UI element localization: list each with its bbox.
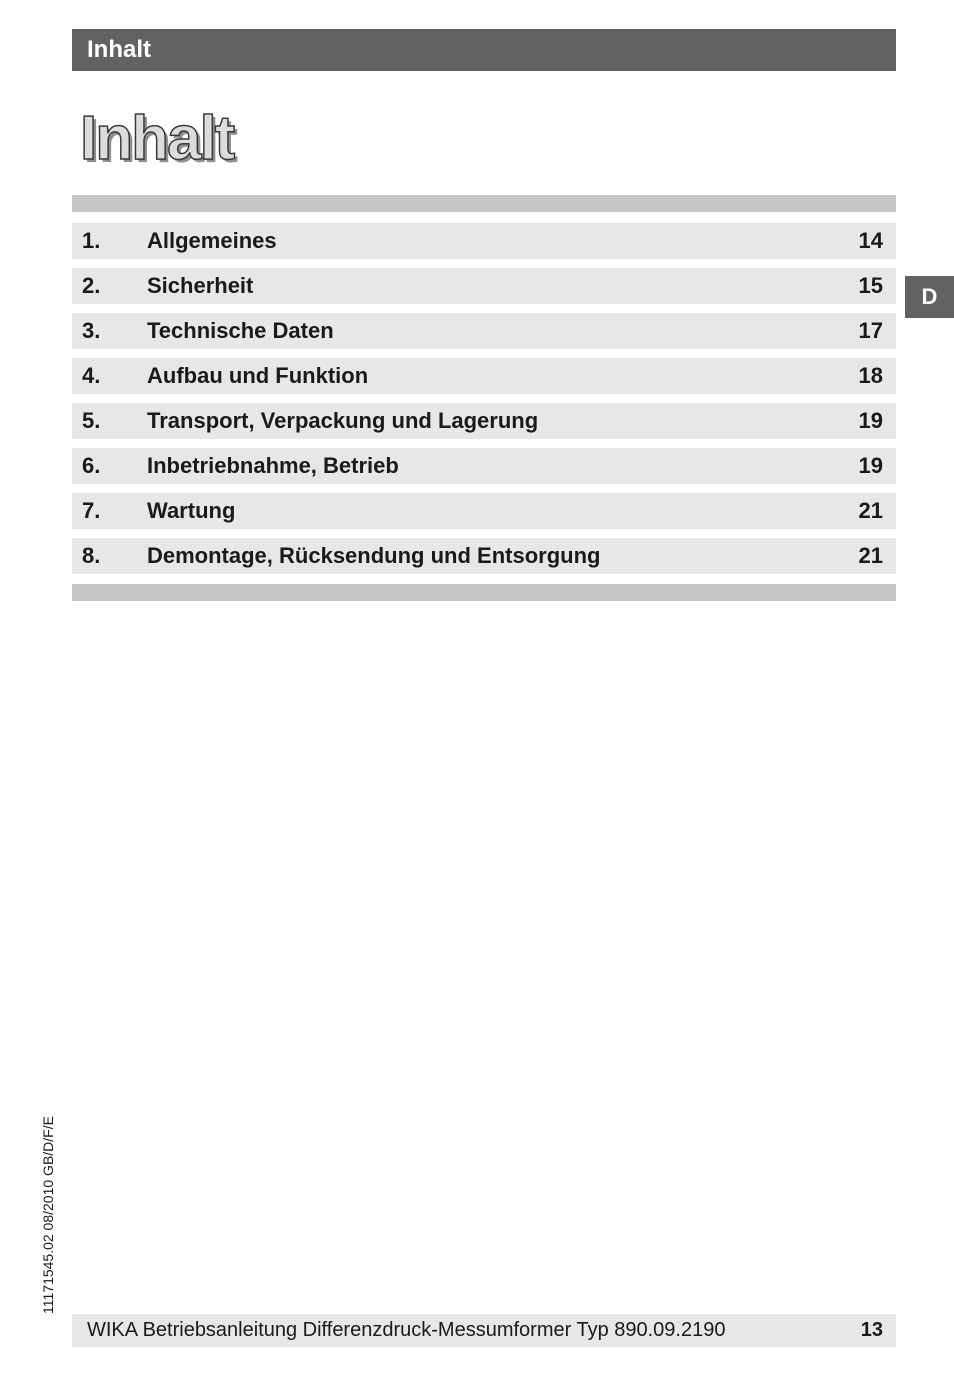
toc-entry-allgemeines[interactable]	[72, 223, 896, 259]
toc-entry-page: 19	[858, 408, 883, 433]
page-footer	[72, 1314, 896, 1347]
toc-entry-title: Sicherheit	[147, 273, 254, 298]
toc-entry-number: 3.	[82, 318, 101, 343]
toc-bottom-divider	[72, 584, 896, 601]
section-header-bar	[72, 29, 896, 71]
toc-entry-title: Transport, Verpackung und Lagerung	[147, 408, 539, 433]
toc-entry-number: 5.	[82, 408, 101, 433]
toc-entry-number: 1.	[82, 228, 101, 253]
table-of-contents	[72, 223, 896, 583]
footer-text: WIKA Betriebsanleitung Differenzdruck-Messumformer Typ 890.09.2190	[87, 1319, 726, 1341]
toc-entry-page: 19	[858, 453, 883, 478]
toc-entry-transport[interactable]	[72, 403, 896, 439]
footer-page-number: 13	[860, 1319, 883, 1341]
toc-entry-title: Technische Daten	[147, 318, 334, 343]
toc-entry-page: 14	[858, 228, 883, 253]
toc-entry-number: 2.	[82, 273, 101, 298]
toc-entry-sicherheit[interactable]	[72, 268, 896, 304]
toc-entry-number: 8.	[82, 543, 101, 568]
toc-entry-title: Aufbau und Funktion	[147, 363, 369, 388]
toc-entry-title: Demontage, Rücksendung und Entsorgung	[147, 543, 601, 568]
toc-top-divider	[72, 195, 896, 212]
toc-entry-page: 18	[858, 363, 883, 388]
toc-entry-title: Allgemeines	[147, 228, 277, 253]
toc-entry-page: 17	[858, 318, 883, 343]
document-code: 11171545.02 08/2010 GB/D/F/E	[40, 1116, 56, 1314]
toc-entry-title: Wartung	[147, 498, 236, 523]
page-title: Inhalt	[80, 104, 234, 173]
toc-entry-number: 6.	[82, 453, 101, 478]
toc-entry-title: Inbetriebnahme, Betrieb	[147, 453, 399, 478]
section-header-title: Inhalt	[87, 36, 151, 63]
toc-entry-number: 7.	[82, 498, 101, 523]
toc-entry-page: 21	[858, 498, 883, 523]
toc-entry-page: 21	[858, 543, 883, 568]
toc-entry-number: 4.	[82, 363, 101, 388]
language-tab[interactable]: D	[905, 276, 954, 318]
toc-entry-technische-daten[interactable]	[72, 313, 896, 349]
toc-entry-aufbau-und-funktion[interactable]	[72, 358, 896, 394]
toc-entry-page: 15	[858, 273, 883, 298]
toc-entry-wartung[interactable]	[72, 493, 896, 529]
toc-entry-demontage[interactable]	[72, 538, 896, 574]
toc-entry-inbetriebnahme[interactable]	[72, 448, 896, 484]
